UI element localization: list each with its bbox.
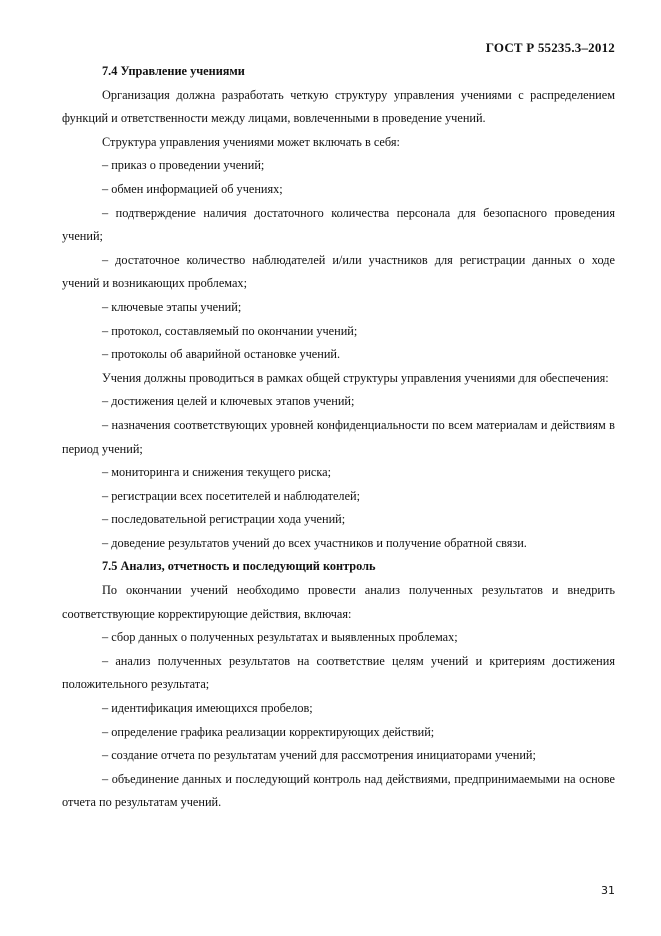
list-item: – ключевые этапы учений; [102,299,242,314]
list-item: – создание отчета по результатам учений для рассмотрения инициаторами учений; [102,748,536,763]
list-item: – анализ полученных результатов на соответствие целям учений и критериям достижения положительного результата; [62,653,615,692]
list-item: – мониторинга и снижения текущего риска; [102,465,332,480]
list-item: – достаточное количество наблюдателей и/или участников для регистрации данных о ходе учений и возникающих проблемах; [62,252,615,291]
purpose-lead: Учения должны проводиться в рамках общей структуры управления учениями для обеспечения: [102,370,609,385]
list-item: – доведение результатов учений до всех участников и получение обратной связи. [102,535,527,550]
list-item: – сбор данных о полученных результатах и выявленных проблемах; [102,630,458,645]
list-item: – определение графика реализации корректирующих действий; [102,724,435,739]
page-number: 31 [601,884,615,897]
structure-lead: Структура управления учениями может включать в себя: [102,134,400,149]
list-item: – объединение данных и последующий контроль над действиями, предпринимаемыми на основе отчета по результатам учений. [62,771,615,810]
list-item: – идентификация имеющихся пробелов; [102,701,313,716]
section-7-4-intro: Организация должна разработать четкую структуру управления учениями с распределением функций и ответственности между лицами, вовлеченными в проведение учений. [62,87,615,126]
document-body [62,60,615,815]
list-item: – обмен информацией об учениях; [102,181,283,196]
list-item: – регистрации всех посетителей и наблюдателей; [102,488,361,503]
list-item: – назначения соответствующих уровней конфиденциальности по всем материалам и действиям в период учений; [62,417,615,456]
list-item: – подтверждение наличия достаточного количества персонала для безопасного проведения учений; [62,205,615,244]
list-item: – приказ о проведении учений; [102,158,265,173]
section-7-4-heading: 7.4 Управление учениями [102,64,245,78]
list-item: – протокол, составляемый по окончании учений; [102,323,358,338]
section-7-5-heading: 7.5 Анализ, отчетность и последующий контроль [102,559,376,574]
list-item: – протоколы об аварийной остановке учений. [102,347,341,362]
document-id-header: ГОСТ Р 55235.3–2012 [485,40,615,55]
list-item: – достижения целей и ключевых этапов учений; [102,394,355,409]
list-item: – последовательной регистрации хода учений; [102,512,346,527]
section-7-5-intro: По окончании учений необходимо провести анализ полученных результатов и внедрить соответствующие корректирующие действия, включая: [62,583,615,621]
